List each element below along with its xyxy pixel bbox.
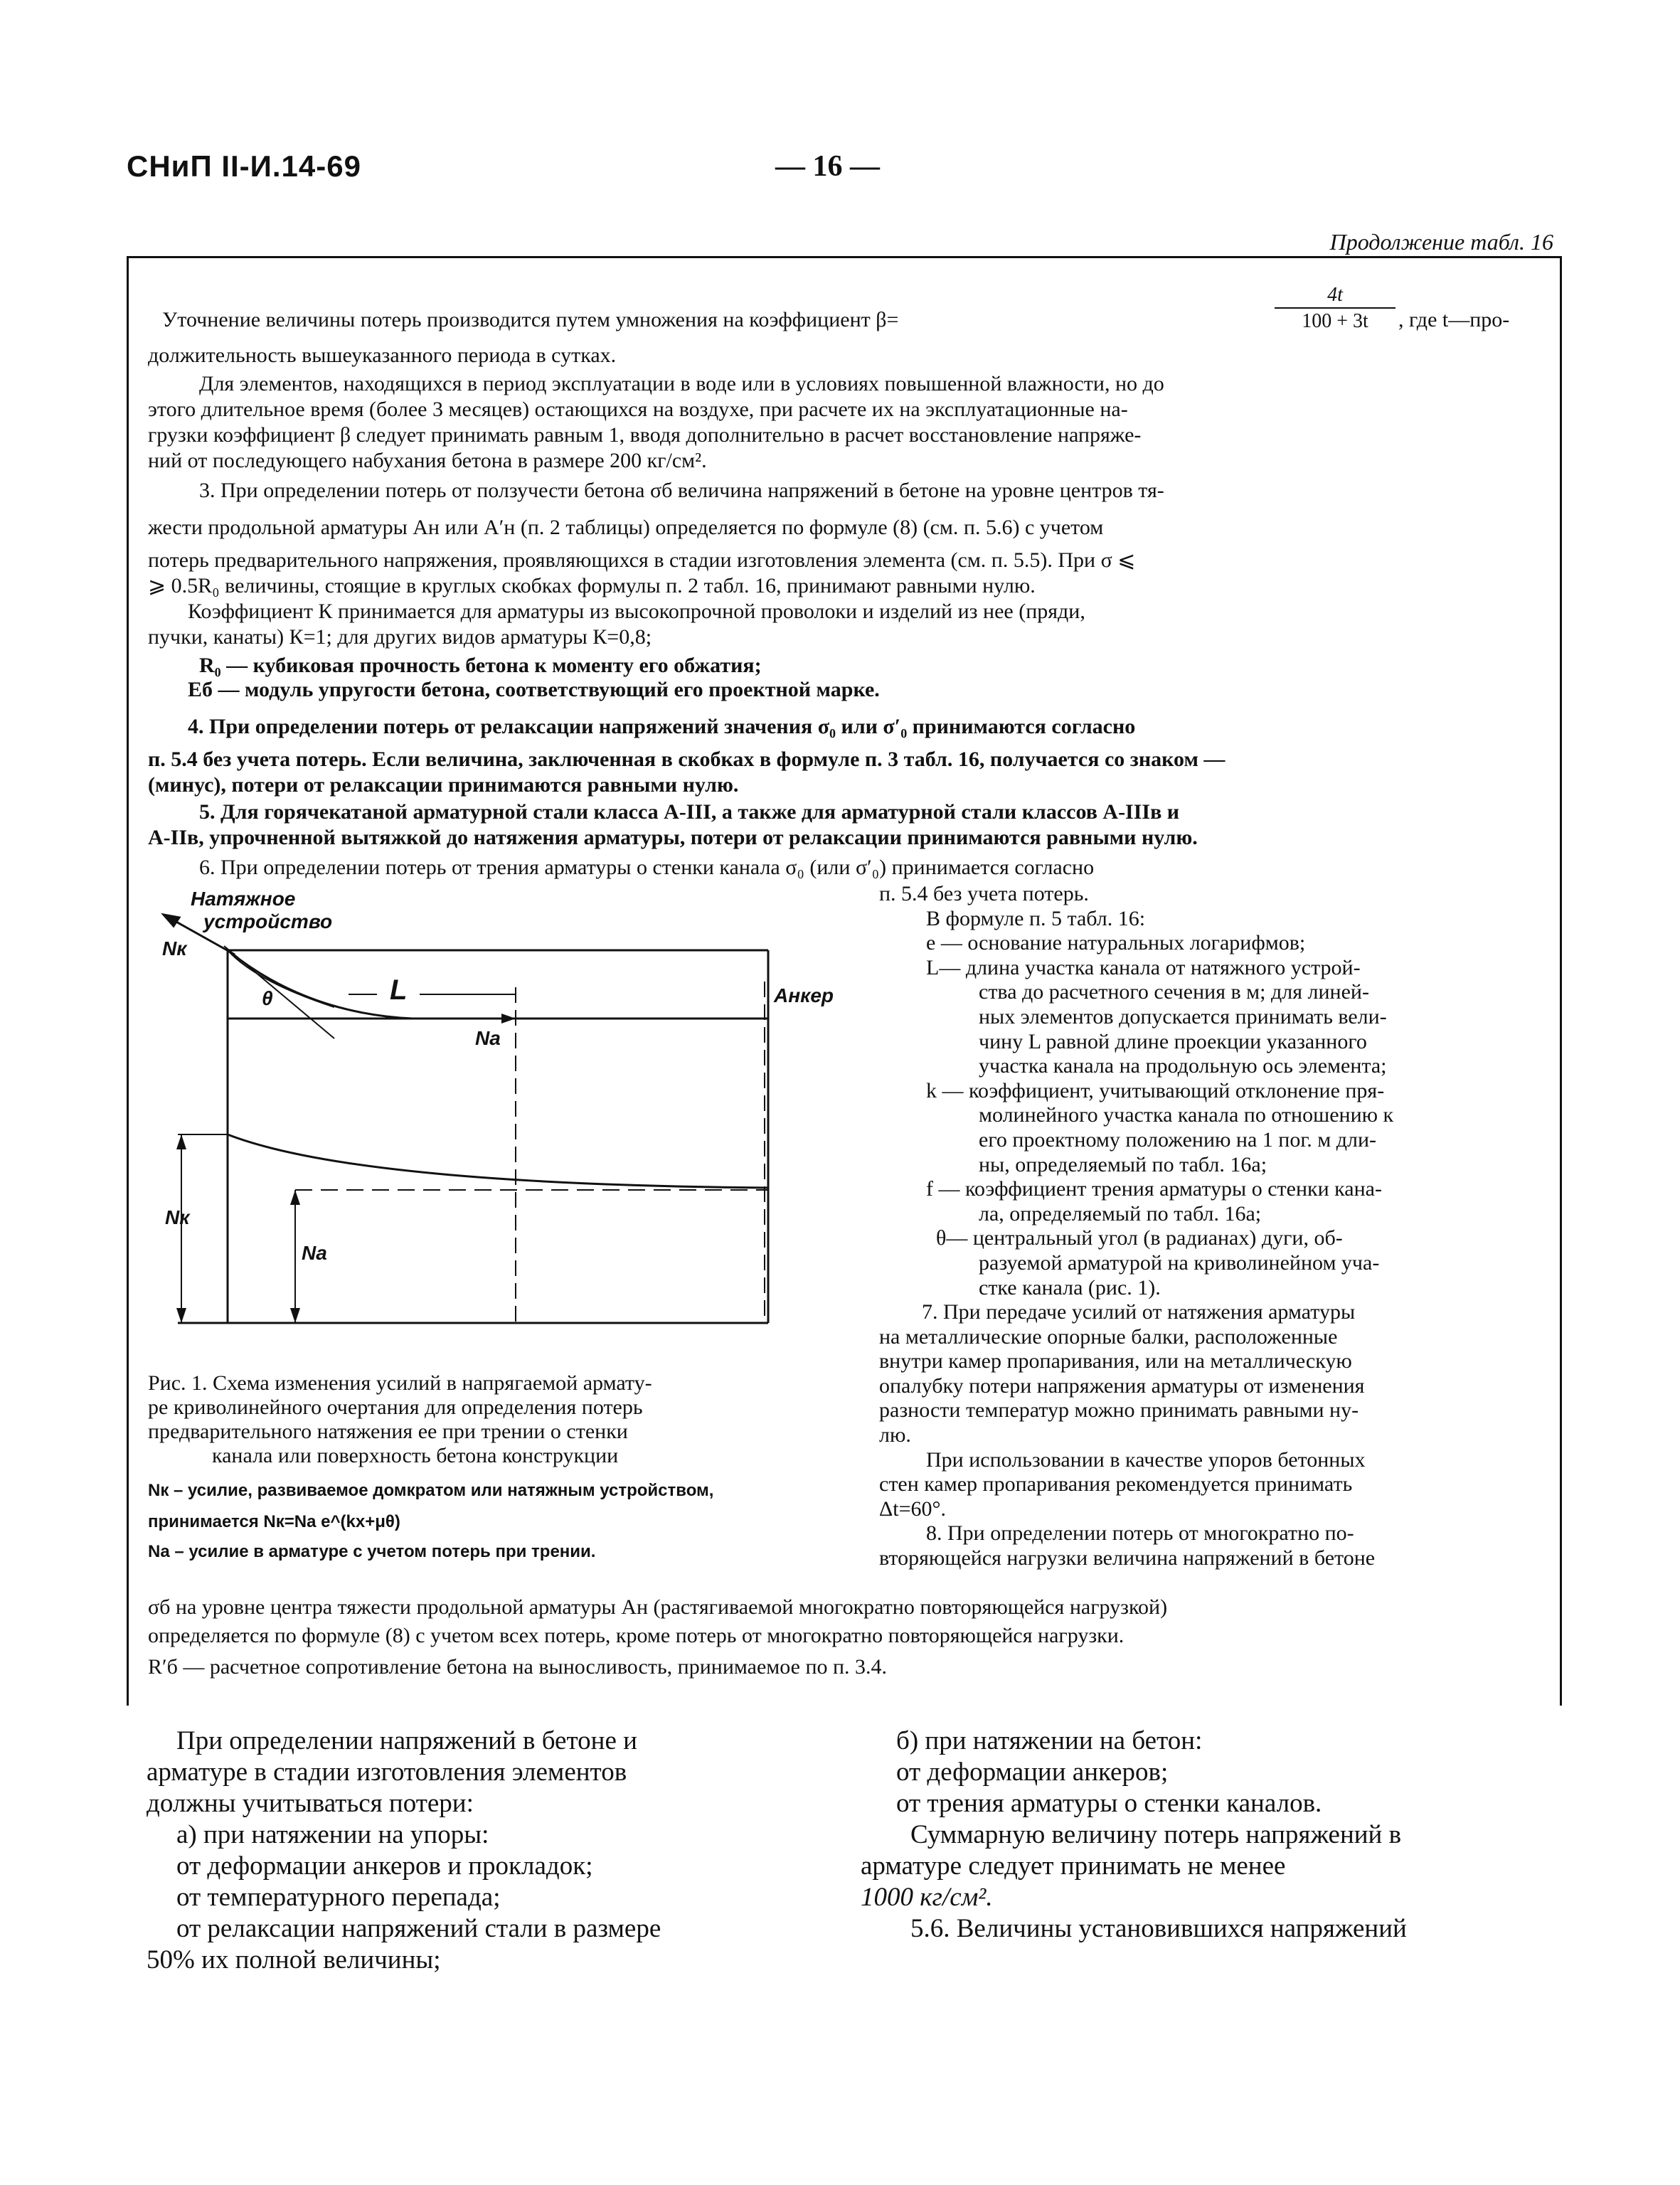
diagram-label-na-lower: Nа [302,1242,327,1264]
table-para-3-line: Коэффициент К принимается для арматуры из высокопрочной проволоки и изделий из нее (пряди, [188,600,1085,623]
right-col-line: вторяющейся нагрузки величина напряжений в бетоне [879,1546,1376,1570]
table-para-5-line: 5. Для горячекатаной арматурной стали класса А-III, а также для арматурной стали классов А-IIIв и [199,800,1180,824]
right-col-line: лю. [879,1423,911,1447]
diagram-label-theta: θ [262,987,273,1009]
table-para-3-line: ⩾ 0.5R₀ величины, стоящие в круглых скобках формулы п. 2 табл. 16, принимают равными нулю. [148,574,1036,597]
diagram-na-arrowhead [501,1014,516,1024]
right-col-line: L— длина участка канала от натяжного устрой- [926,955,1361,979]
body-right-line: от деформации анкеров; [896,1758,1169,1787]
table-para-8-line: R′б — расчетное сопротивление бетона на выносливость, принимаемое по п. 3.4. [148,1655,888,1679]
right-col-line: При использовании в качестве упоров бетонных [926,1447,1366,1472]
diagram-nk-dim-arrowhead-top [176,1134,186,1149]
table-bottom-left-rule [127,1693,129,1703]
right-col-line: стке канала (рис. 1). [979,1275,1161,1299]
table-para-3-line: жести продольной арматуры Ан или А′н (п. 2 таблицы) определяется по формуле (8) (см. п. 5.6) с учетом [148,516,1104,539]
figure-caption-line: ре криволинейного очертания для определения потерь [148,1395,643,1419]
right-col-line: его проектному положению на 1 пог. м дли- [979,1127,1377,1152]
right-col-line: стен камер пропаривания рекомендуется принимать [879,1472,1353,1496]
diagram-na-dim-arrowhead-top [290,1190,300,1205]
diagram-label-anchor: Анкер [774,984,834,1006]
beta-fraction-numerator: 4t [1275,283,1395,309]
body-right-line: Суммарную величину потерь напряжений в [910,1820,1402,1849]
diagram-label-device-1: Натяжное [191,888,296,910]
body-left-line: а) при натяжении на упоры: [176,1820,489,1849]
diagram-tendon-curve [228,950,413,1019]
right-col-line: молинейного участка канала по отношению к [979,1103,1394,1127]
diagram-label-l: L [390,974,408,1006]
right-col-line: внутри камер пропаривания, или на металлическую [879,1349,1352,1373]
table-para-1-a: Уточнение величины потерь производится путем умножения на коэффициент β= [162,308,899,331]
table-continuation-label: Продолжение табл. 16 [1329,229,1553,255]
diagram-na-dim-arrowhead-bottom [290,1308,300,1323]
diagram-nk-arrowhead [164,915,179,926]
body-right-line: арматуре следует принимать не менее [861,1851,1286,1881]
table-para-1-b: , где t—про- [1398,308,1510,331]
table-para-8-line: σб на уровне центра тяжести продольной арматуры Ан (растягиваемой многократно повторяющейся нагрузкой) [148,1595,1168,1619]
table-para-3-line: пучки, канаты) К=1; для других видов арматуры К=0,8; [148,625,652,649]
right-col-line: ны, определяемый по табл. 16а; [979,1152,1267,1176]
diagram-label-nk: Nк [162,937,187,959]
right-col-line: 7. При передаче усилий от натяжения арматуры [922,1300,1356,1324]
table-para-3-line: R₀ — кубиковая прочность бетона к моменту его обжатия; [199,654,762,677]
figure-caption-line: Рис. 1. Схема изменения усилий в напрягаемой армату- [148,1371,652,1395]
right-col-line: k — коэффициент, учитывающий отклонение пря- [926,1078,1385,1102]
figure-caption-line: канала или поверхность бетона конструкции [212,1444,619,1467]
body-left-column [147,1726,829,1976]
table-right-column [879,882,1541,1571]
diagram-label-device-2: устройство [203,910,333,932]
diagram-force-curve [228,1134,768,1188]
table-para-4-line: п. 5.4 без учета потерь. Если величина, заключенная в скобках в формуле п. 3 табл. 16, получается со знаком — [148,748,1226,771]
right-col-line: θ— центральный угол (в радианах) дуги, об- [936,1226,1343,1250]
table-para-2-line: Для элементов, находящихся в период эксплуатации в воде или в условиях повышенной влажности, но до [199,372,1164,395]
body-left-line: При определении напряжений в бетоне и [176,1726,637,1755]
right-col-line: 8. При определении потерь от многократно по- [926,1521,1354,1546]
body-right-line: от трения арматуры о стенки каналов. [896,1789,1322,1818]
body-left-line: арматуре в стадии изготовления элементов [147,1758,627,1787]
right-col-line: чину L равной длине проекции указанного [979,1029,1367,1053]
diagram-tangent-line [224,946,334,1038]
right-col-line: е — основание натуральных логарифмов; [926,931,1306,955]
table-para-2-line: грузки коэффициент β следует принимать равным 1, вводя дополнительно в расчет восстановление напряже- [148,423,1142,447]
table-para-4-line: (минус), потери от релаксации принимаются равными нулю. [148,773,739,797]
right-col-line: на металлические опорные балки, расположенные [879,1324,1338,1349]
body-left-line: 50% их полной величины; [147,1945,441,1974]
figure-legend-line: Nк – усилие, развиваемое домкратом или натяжным устройством, [148,1481,714,1500]
diagram-duct-curve [228,950,334,1007]
table-para-4-line: 4. При определении потерь от релаксации напряжений значения σ₀ или σ′₀ принимаются согласно [188,715,1136,738]
figure-legend-line: Nа – усилие в арматуре с учетом потерь при трении. [148,1542,596,1561]
body-left-line: должны учитываться потери: [147,1789,474,1818]
right-col-line: разности температур можно принимать равными ну- [879,1398,1359,1423]
figure-caption-line: предварительного натяжения ее при трении о стенки [148,1420,628,1443]
figure-legend-line: принимается Nк=Nа e^(kx+μθ) [148,1512,400,1531]
right-col-line: опалубку потери напряжения арматуры от изменения [879,1373,1365,1398]
page-number: — 16 — [775,150,880,183]
diagram-label-na: Nа [475,1027,501,1049]
table-para-3-line: Еб — модуль упругости бетона, соответствующий его проектной марке. [188,678,880,701]
diagram-nk-dim-arrowhead-bottom [176,1308,186,1323]
right-col-line: В формуле п. 5 табл. 16: [926,906,1146,930]
body-right-line: 5.6. Величины установившихся напряжений [910,1914,1407,1943]
right-col-line: п. 5.4 без учета потерь. [879,882,1089,905]
beta-fraction [1275,283,1395,334]
right-col-line: ных элементов допускается принимать вели- [979,1004,1387,1028]
diagram-label-nk-lower: Nк [165,1206,190,1228]
table-para-8-line: определяется по формуле (8) с учетом всех потерь, кроме потерь от многократно повторяющейся нагрузки. [148,1624,1125,1647]
body-right-line: б) при натяжении на бетон: [896,1726,1203,1755]
table-para-5-line: А-IIв, упрочненной вытяжкой до натяжения арматуры, потери от релаксации принимаются равными нулю. [148,826,1198,849]
beta-fraction-denominator: 100 + 3t [1302,310,1368,332]
body-right-line: 1000 кг/см². [861,1883,993,1912]
friction-diagram [142,896,782,1351]
right-col-line: ства до расчетного сечения в м; для линей- [979,980,1369,1004]
table-para-1-c: должительность вышеуказанного периода в сутках. [148,344,617,367]
body-left-line: от температурного перепада; [176,1883,501,1912]
right-col-line: разуемой арматурой на криволинейном уча- [979,1250,1380,1275]
document-code: СНиП II-И.14-69 [127,149,361,183]
right-col-line: Δt=60°. [879,1496,947,1521]
right-col-line: f — коэффициент трения арматуры о стенки кана- [926,1177,1382,1201]
right-col-line: ла, определяемый по табл. 16а; [979,1201,1262,1226]
table-para-3-line: потерь предварительного напряжения, проявляющихся в стадии изготовления элемента (см. п. 5.5). При σ ⩽ [148,548,1136,572]
table-para-3-line: 3. При определении потерь от ползучести бетона σб величина напряжений в бетоне на уровне центров тя- [199,479,1164,502]
body-left-line: от деформации анкеров и прокладок; [176,1851,593,1881]
body-right-column [861,1726,1558,1945]
table-para-2-line: ний от последующего набухания бетона в размере 200 кг/см². [148,449,707,472]
table-para-2-line: этого длительное время (более 3 месяцев) остающихся на воздухе, при расчете их на эксплуатационные на- [148,398,1128,421]
body-left-line: от релаксации напряжений стали в размере [176,1914,661,1943]
table-para-6: 6. При определении потерь от трения арматуры о стенки канала σ₀ (или σ′₀) принимается согласно [199,856,1095,879]
right-col-line: участка канала на продольную ось элемента; [979,1054,1387,1078]
